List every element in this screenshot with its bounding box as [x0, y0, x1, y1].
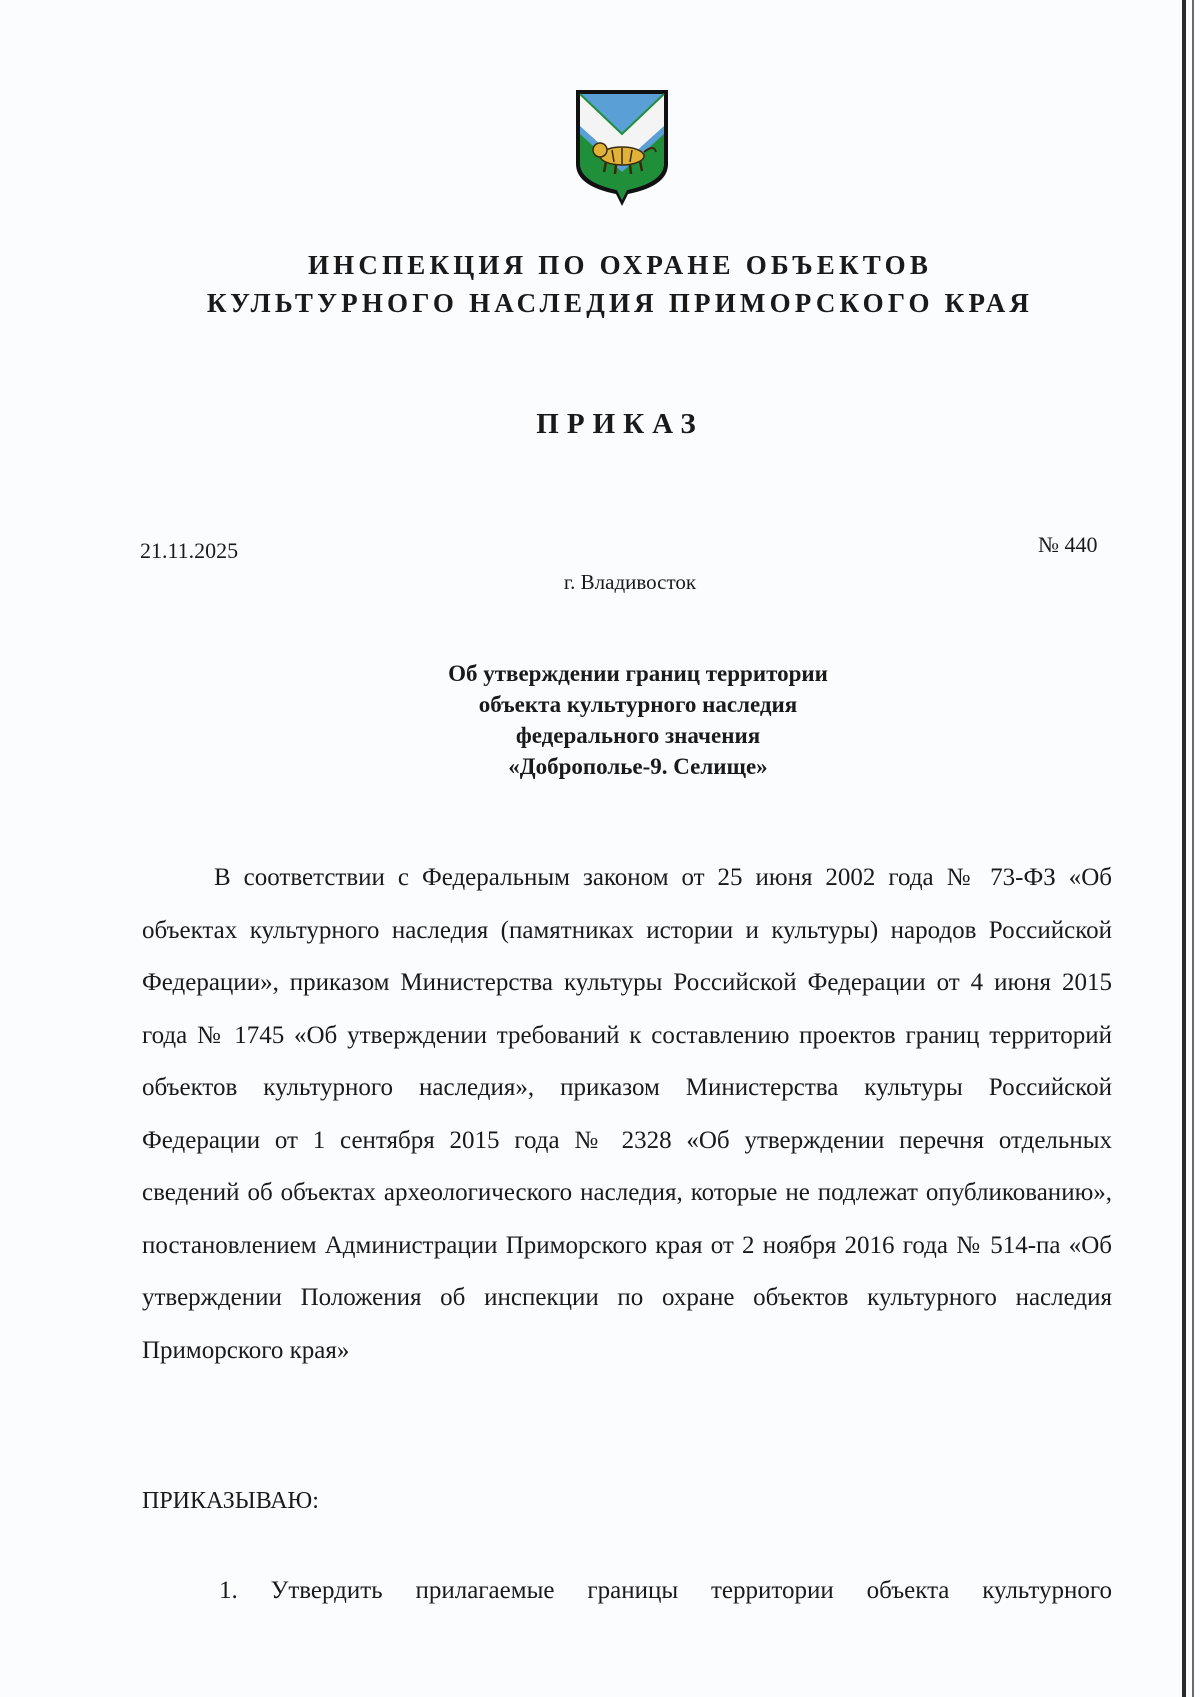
preamble-block	[142, 852, 1112, 1377]
order-word: ПРИКАЗЫВАЮ:	[142, 1488, 319, 1514]
document-city: г. Владивосток	[563, 570, 697, 594]
document-number: № 440	[1038, 532, 1098, 557]
organization-line-1: ИНСПЕКЦИЯ ПО ОХРАНЕ ОБЪЕКТОВ	[307, 250, 933, 280]
organization-line-2: КУЛЬТУРНОГО НАСЛЕДИЯ ПРИМОРСКОГО КРАЯ	[206, 288, 1034, 318]
preamble-paragraph: В соответствии с Федеральным законом от 25 июня 2002 года № 73-ФЗ «Об объектах культурного наследия (памятниках истории и культуры) народов Российской Федерации», приказом Министерства культуры Российской Федерации от 4 июня 2015 года № 1745 «Об утверждении требований к составлению проектов границ территорий объектов культурного наследия», приказом Министерства культуры Российской Федерации от 1 сентября 2015 года № 2328 «Об утверждении перечня отдельных сведений об объектах археологического наследия, которые не подлежат опубликованию», постановлением Администрации Приморского края от 2 ноября 2016 года № 514-па «Об утверждении Положения об инспекции по охране объектов культурного наследия Приморского края»	[142, 864, 1112, 1364]
subject-line: «Доброполье-9. Селище»	[508, 754, 768, 779]
document-type: ПРИКАЗ	[536, 408, 704, 440]
coat-of-arms-icon	[572, 86, 672, 208]
subject-line: Об утверждении границ территории	[448, 661, 828, 686]
document-date: 21.11.2025	[140, 538, 239, 563]
document-subject	[0, 658, 1200, 782]
subject-line: федерального значения	[515, 723, 761, 748]
organization-header	[0, 246, 1200, 322]
subject-line: объекта культурного наследия	[478, 692, 798, 717]
order-item: 1. Утвердить прилагаемые границы территории объекта культурного	[219, 1577, 1112, 1604]
